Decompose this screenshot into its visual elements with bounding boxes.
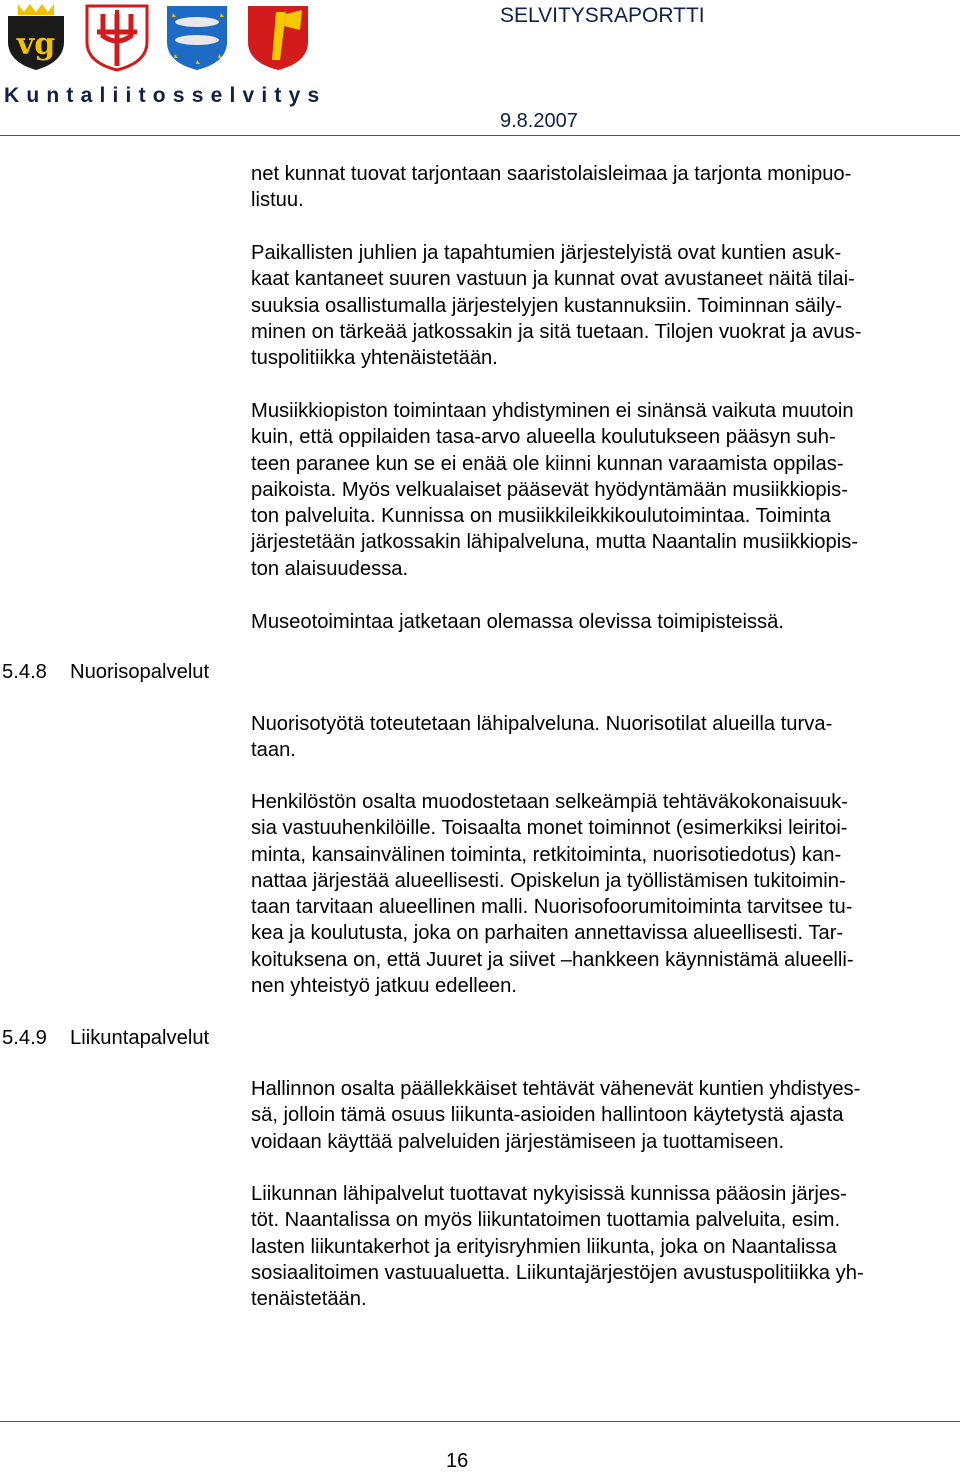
text-line: teen paranee kun se ei enää ole kiinni kunnan varaamista oppilas- [251,452,844,475]
text-line: koituksena on, että Juuret ja siivet –hankkeen käynnistämä alueelli- [251,948,854,971]
text-line: Museotoimintaa jatketaan olemassa olevissa toimipisteissä. [251,611,784,633]
text-line: ton palveluita. Kunnissa on musiikkileikkikoulutoimintaa. Toiminta [251,505,831,528]
paragraph [251,240,951,371]
crest-vg-icon [4,2,68,72]
text-line: nattaa järjestää alueellisesti. Opiskelun ja työllistämisen tukitoimin- [251,869,846,892]
section-heading-nuorisopalvelut [2,661,209,684]
text-line: Musiikkiopiston toimintaan yhdistyminen ei sinänsä vaikuta muutoin [251,400,854,422]
section-title: Nuorisopalvelut [70,661,210,683]
section-number: 5.4.8 [2,661,47,683]
document-type: SELVITYSRAPORTTI [500,4,705,27]
text-line: Hallinnon osalta päällekkäiset tehtävät vähenevät kuntien yhdistyes- [251,1078,861,1100]
text-line: listuu. [251,189,304,212]
brand-title: Kuntaliitosselvitys [4,84,327,107]
text-line: töt. Naantalissa on myös liikuntatoimen tuottamia palveluita, esim. [251,1209,841,1232]
text-line: Liikunnan lähipalvelut tuottavat nykyisissä kunnissa pääosin järjes- [251,1183,847,1205]
paragraph [251,1181,951,1312]
crest-trident-icon [85,2,149,72]
paragraph [251,161,951,214]
text-line: minen on tärkeää jatkossakin ja sitä tuetaan. Tilojen vuokrat ja avus- [251,320,862,343]
paragraph [251,789,951,999]
paragraph [251,609,951,635]
paragraph [251,1076,951,1155]
text-line: net kunnat tuovat tarjontaan saaristolaisleimaa ja tarjonta monipuo- [251,163,852,185]
text-line: Henkilöstön osalta muodostetaan selkeämpiä tehtäväkokonaisuuk- [251,791,849,813]
crest-fish-icon [165,2,229,72]
text-line: paikoista. Myös velkualaiset pääsevät hyödyntämään musiikkiopis- [251,478,848,501]
section-heading-liikuntapalvelut [2,1027,209,1050]
text-line: nen yhteistyö jatkuu edelleen. [251,975,517,998]
section-title: Liikuntapalvelut [70,1027,210,1049]
text-line: suuksia osallistumalla järjestelyjen kustannuksiin. Toiminnan säily- [251,294,842,317]
text-line: taan tarvitaan alueellinen malli. Nuorisofoorumitoiminta tarvitsee tu- [251,896,853,919]
document-date: 9.8.2007 [500,110,578,132]
text-line: sosiaalitoimen vastuualuetta. Liikuntajärjestöjen avustuspolitiikka yh- [251,1261,864,1284]
text-line: voidaan käyttää palveluiden järjestämiseen ja tuottamiseen. [251,1130,785,1153]
text-line: Paikallisten juhlien ja tapahtumien järjestelyistä ovat kuntien asuk- [251,242,842,264]
text-line: kea ja koulutusta, joka on parhaiten annettavissa alueellisesti. Tar- [251,922,844,945]
text-line: kuin, että oppilaiden tasa-arvo alueella koulutukseen pääsyn suh- [251,426,836,449]
text-line: sia vastuuhenkilöille. Toisaalta monet toiminnot (esimerkiksi leiritoi- [251,817,848,840]
footer-divider [0,1421,960,1422]
paragraph [251,398,951,582]
header-divider [0,135,960,136]
text-line: kaat kantaneet suuren vastuun ja kunnat ovat avustaneet näitä tilai- [251,268,855,291]
text-line: minta, kansainvälinen toiminta, retkitoiminta, nuorisotiedotus) kan- [251,843,842,866]
crest-axe-icon [246,2,310,72]
page-number: 16 [446,1450,469,1472]
svg-text:vg: vg [16,27,56,62]
text-line: tenäistetään. [251,1288,367,1311]
text-line: Nuorisotyötä toteutetaan lähipalveluna. Nuorisotilat alueilla turva- [251,713,833,735]
text-line: ton alaisuudessa. [251,557,409,580]
section-number: 5.4.9 [2,1027,47,1049]
text-line: sä, jolloin tämä osuus liikunta-asioiden hallintoon käytetystä ajasta [251,1104,844,1127]
page-header [0,0,960,136]
text-line: lasten liikuntakerhot ja erityisryhmien liikunta, joka on Naantalissa [251,1235,837,1258]
text-line: tuspolitiikka yhtenäistetään. [251,347,498,370]
paragraph [251,711,951,764]
text-line: taan. [251,739,296,762]
text-line: järjestetään jatkossakin lähipalveluna, mutta Naantalin musiikkiopis- [251,531,859,554]
